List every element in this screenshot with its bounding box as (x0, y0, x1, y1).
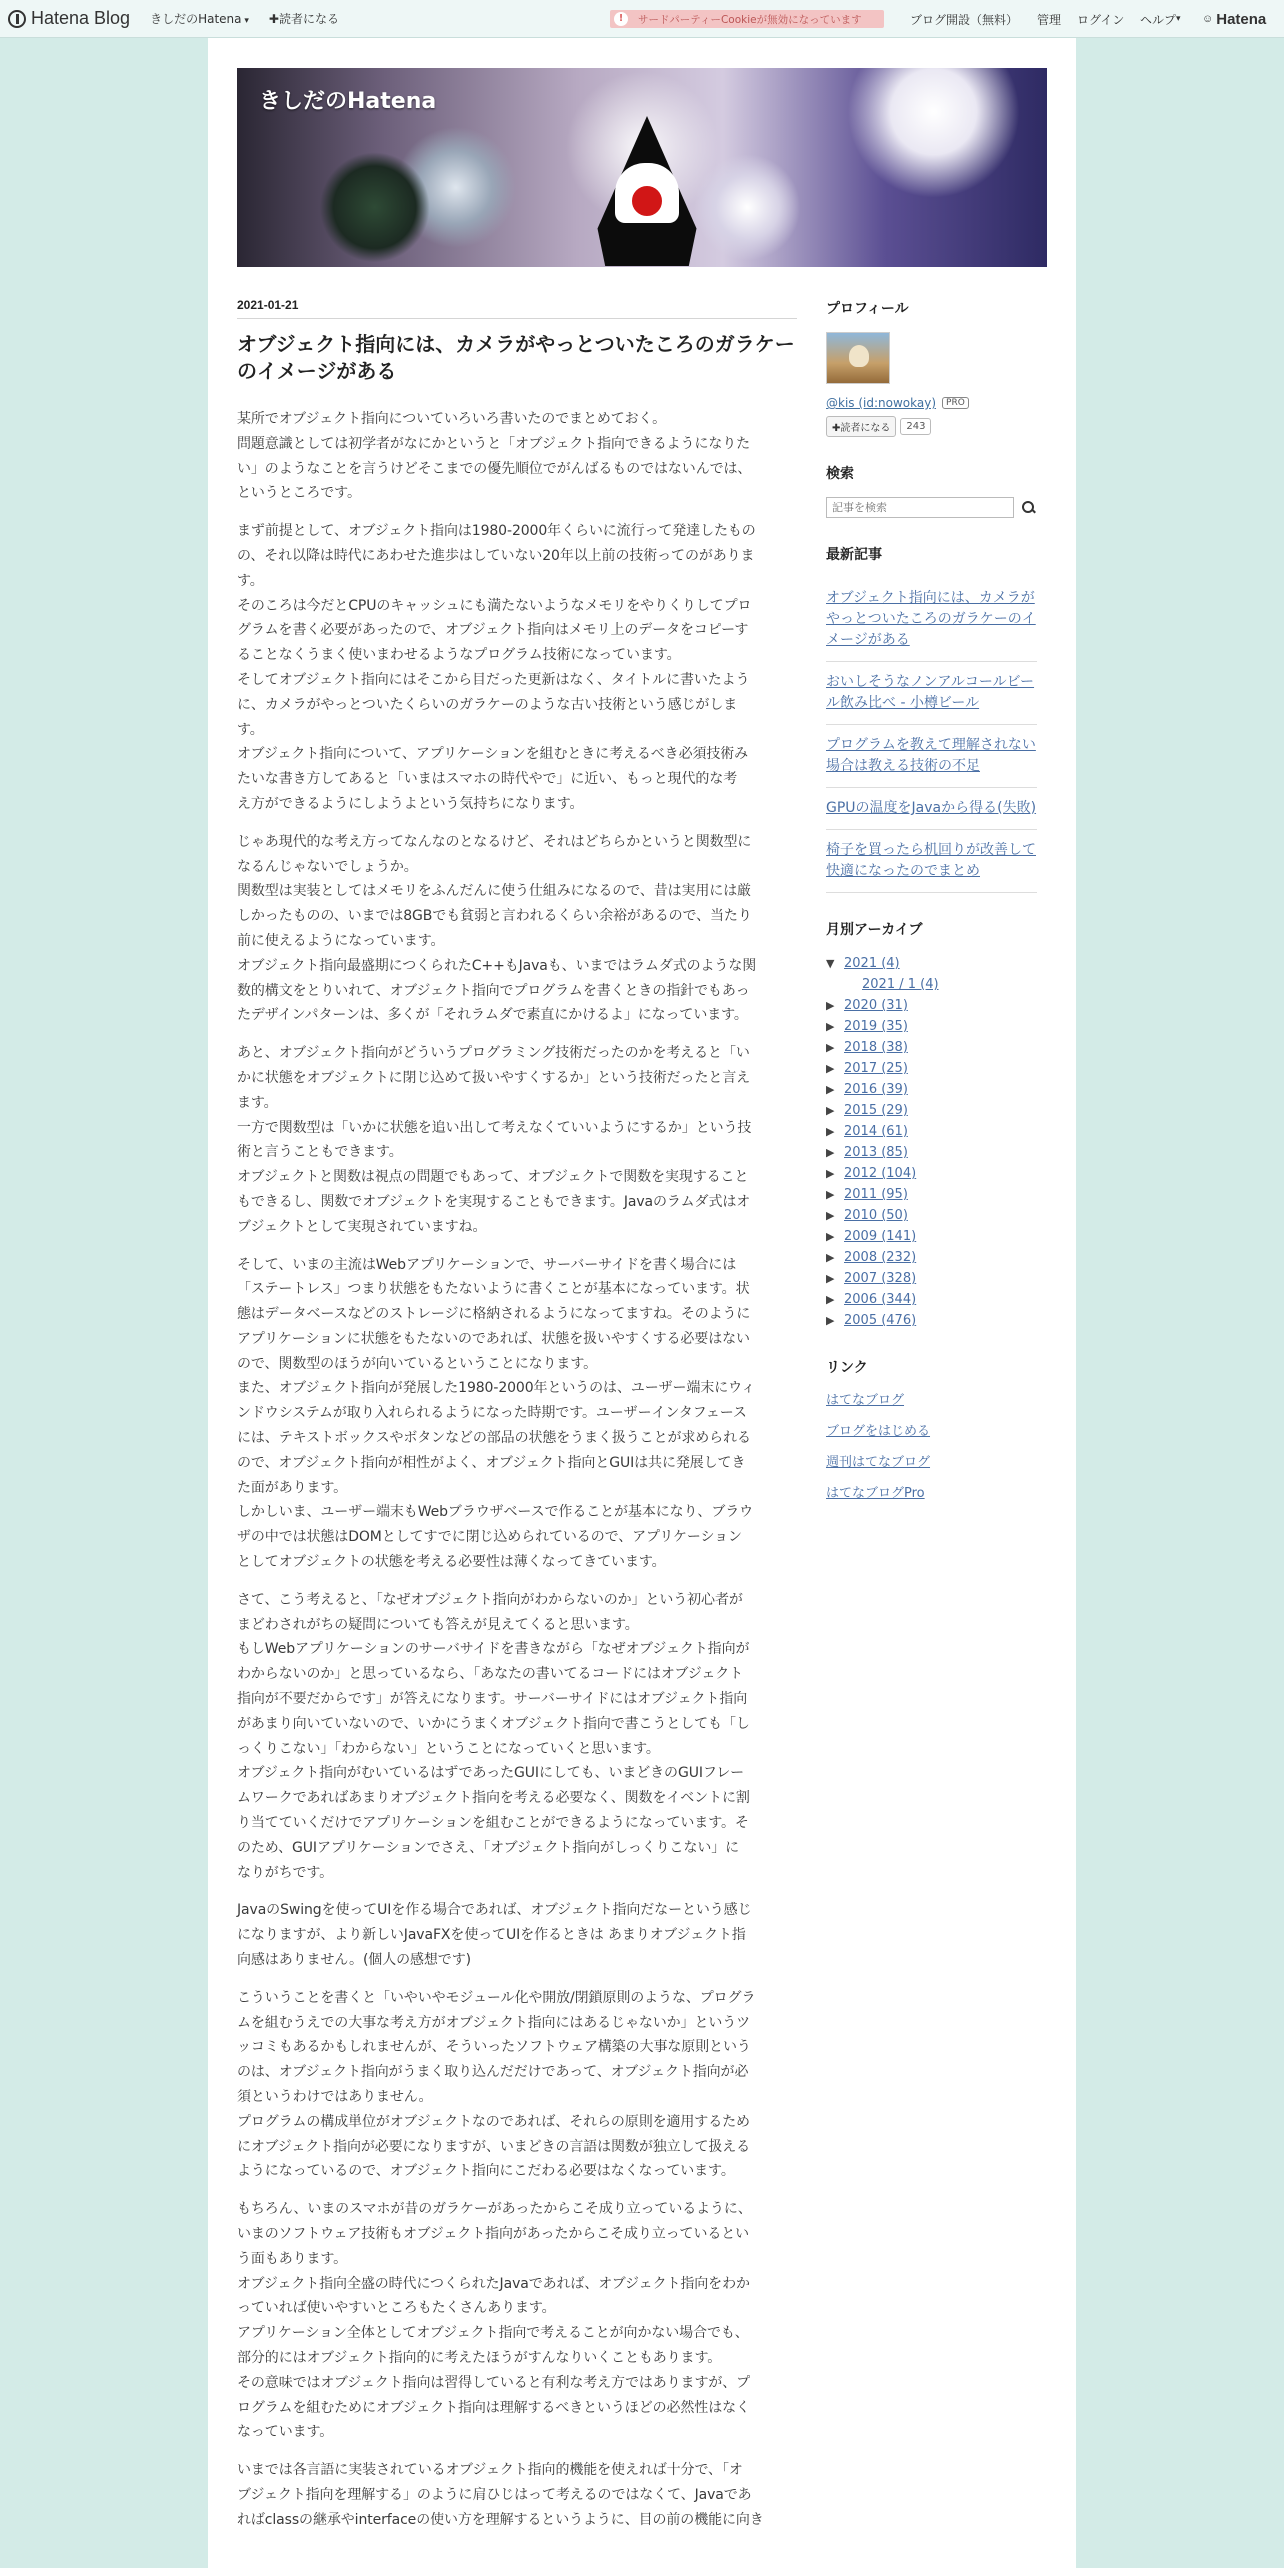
archive-item (826, 1100, 1037, 1121)
link-weekly-hatenablog[interactable]: 週刊はてなブログ (826, 1455, 931, 1470)
archive-link[interactable]: 2011 (95) (844, 1187, 908, 1202)
hatena-link[interactable] (1202, 0, 1266, 38)
archive-link[interactable]: 2018 (38) (844, 1040, 908, 1055)
entry-paragraph (237, 830, 797, 1028)
entry-text-line: わからないのか」と思っているなら、「あなたの書いてるコードにはオブジェクト (237, 1666, 744, 1683)
entry-text-line: 某所でオブジェクト指向についていろいろ書いたのでまとめておく。 (237, 411, 667, 427)
entry-text-line: あと、オブジェクト指向がどういうプログラミング技術だったのかを考えると「い (237, 1045, 750, 1062)
triangle-right-icon[interactable]: ▶ (826, 1041, 835, 1054)
search-input[interactable] (826, 497, 1014, 518)
entry-text-line: 向感はありません。(個人の感想です) (237, 1952, 471, 1969)
entry-text-line: アプリケーション全体としてオブジェクト指向で考えることが向かない場合でも、 (237, 2325, 749, 2342)
entry-text-line: かに状態をオブジェクトに閉じ込めて扱いやすくするか」という技術だったと言え (237, 1069, 751, 1086)
entry-text-line: っていれば使いやすいところもたくさんあります。 (237, 2300, 556, 2317)
duke-nose-image (629, 183, 665, 219)
entry-text-line: しかしいま、ユーザー端末もWebブラウザベースで作ることが基本になり、ブラウ (237, 1504, 754, 1521)
links-module (826, 1357, 1037, 1504)
link-start-blog[interactable]: ブログをはじめる (826, 1424, 931, 1439)
recent-entry (826, 788, 1037, 830)
blog-title[interactable]: きしだのHatena (259, 89, 437, 114)
entry-paragraph (237, 2197, 797, 2445)
entry-text-line: っくりこない」「わからない」ということになっていくと思います。 (237, 1740, 660, 1757)
entry-date[interactable]: 2021-01-21 (237, 298, 797, 319)
entry-text-line: しかったものの、いまでは8GBでも貧弱と言われるくらい余裕があるので、当たり (237, 908, 752, 925)
entry-text-line: なりがちです。 (237, 1864, 334, 1881)
archive-item (826, 1163, 1037, 1184)
triangle-right-icon[interactable]: ▶ (826, 1188, 835, 1201)
hatena-blog-logo[interactable] (8, 8, 130, 29)
entry-text-line: 前に使えるようになっています。 (237, 932, 445, 949)
recent-entry-link[interactable]: おいしそうなノンアルコールビール飲み比べ - 小樽ビール (826, 674, 1035, 711)
entry-text-line: まず前提として、オブジェクト指向は1980-2000年くらいに流行って発達したもの (237, 523, 756, 540)
archive-item (826, 1226, 1037, 1247)
subscribe-button[interactable]: ✚読者になる (826, 416, 896, 437)
entry-text-line: ブジェクト指向を理解する」のように肩ひじはって考えるのではなくて、Javaであ (237, 2486, 752, 2503)
entry-text-line: その意味ではオブジェクト指向は習得していると有利な考え方ではありますが、プ (237, 2374, 751, 2391)
entry-text-line: アプリケーションに状態をもたないのであれば、状態を扱いやすくする必要はない (237, 1330, 750, 1347)
archive-link[interactable]: 2005 (476) (844, 1313, 917, 1328)
entry-text-line: オブジェクトと関数は視点の問題でもあって、オブジェクトで関数を実現すること (237, 1169, 749, 1186)
hatena-blog-logo-text: Hatena Blog (31, 8, 131, 28)
entry-text-line: す。 (237, 572, 264, 589)
links-heading: リンク (826, 1360, 868, 1376)
archive-link[interactable]: 2021 / 1 (4) (862, 977, 939, 992)
archive-link[interactable]: 2021 (4) (844, 956, 900, 971)
reader-count[interactable]: 243 (900, 418, 931, 435)
entry-text-line: 部分的にはオブジェクト指向的に考えたほうがすんなりいくこともあります。 (237, 2349, 722, 2366)
hatena-icon: ☺ (1202, 13, 1214, 25)
archive-link[interactable]: 2020 (31) (844, 998, 908, 1013)
entry-text-line: さて、こう考えると、「なぜオブジェクト指向がわからないのか」という初心者が (237, 1591, 743, 1608)
entry-text-line: になりますが、より新しいJavaFXを使ってUIを作るときは あまりオブジェクト指 (237, 1927, 746, 1944)
hatena-blog-logo-icon (8, 10, 26, 28)
link-item (826, 1453, 1037, 1473)
recent-entry-link[interactable]: 椅子を買ったら机回りが改善して快適になったのでまとめ (826, 842, 1036, 879)
recent-entries-module (826, 544, 1037, 893)
recent-heading: 最新記事 (826, 547, 882, 563)
triangle-right-icon[interactable]: ▶ (826, 1062, 835, 1075)
archive-link[interactable]: 2016 (39) (844, 1082, 908, 1097)
entry-text-line: り当てていくだけでアプリケーションを組むことができるようになっています。そ (237, 1815, 749, 1832)
entry-text-line: ることなくうまく使いまわせるようなプログラム技術になっています。 (237, 647, 681, 664)
archive-item (826, 995, 1037, 1016)
subscribe-link[interactable]: ✚読者になる (268, 12, 339, 26)
archive-link[interactable]: 2007 (328) (844, 1271, 917, 1286)
help-menu[interactable]: ヘルプ ▾ (1140, 0, 1181, 38)
entry-paragraph (237, 2458, 797, 2532)
triangle-right-icon[interactable]: ▶ (826, 1251, 835, 1264)
entry-text-line: いまでは各言語に実装されているオブジェクト指向的機能を使えれば十分で、「オ (237, 2462, 743, 2479)
profile-name-row (826, 396, 1037, 410)
entry-text-line: たいな書き方してあると「いまはスマホの時代やで」に近い、もっと現代的な考 (237, 771, 738, 788)
recent-entry-link[interactable]: プログラムを教えて理解されない場合は教える技術の不足 (826, 737, 1036, 774)
main-article (237, 298, 797, 2546)
warning-icon: ! (614, 12, 628, 26)
archive-item (826, 1205, 1037, 1226)
recent-entry-link[interactable]: GPUの温度をJavaから得る(失敗) (826, 800, 1037, 816)
entry-text-line: 関数型は実装としてはメモリをふんだんに使う仕組みになるので、昔は実用には厳 (237, 883, 752, 900)
archive-link[interactable]: 2013 (85) (844, 1145, 908, 1160)
archive-link[interactable]: 2015 (29) (844, 1103, 908, 1118)
entry-text-line: なっています。 (237, 2424, 334, 2441)
entry-text-line: ので、関数型のほうが向いているということになります。 (237, 1355, 597, 1372)
link-item (826, 1391, 1037, 1411)
archive-link[interactable]: 2006 (344) (844, 1292, 917, 1307)
entry-text-line: 問題意識としては初学者がなにかというと「オブジェクト指向できるようになりた (237, 435, 751, 452)
link-item (826, 1422, 1037, 1442)
triangle-right-icon[interactable]: ▶ (826, 1104, 835, 1117)
recent-entry (826, 725, 1037, 788)
triangle-down-icon[interactable]: ▼ (826, 957, 835, 970)
archive-link[interactable]: 2010 (50) (844, 1208, 908, 1223)
blog-name-menu[interactable]: きしだのHatena ▾ (150, 10, 249, 27)
archive-item (826, 1037, 1037, 1058)
search-row (826, 497, 1037, 518)
entry-text-line: ンドウシステムが取り入れられるようになった時期です。ユーザーインタフェース (237, 1405, 747, 1422)
entry-text-line: があまり向いていないので、いかにうまくオブジェクト指向で書こうとしても「し (237, 1715, 750, 1732)
entry-text-line: のため、GUIアプリケーションでさえ、「オブジェクト指向がしっくりこない」に (237, 1839, 740, 1856)
pro-badge: PRO (942, 397, 969, 409)
entry-text-line: まどわされがちの疑問についても答えが見えてくると思います。 (237, 1616, 639, 1633)
entry-text-line: ッコミもあるかもしれませんが、そういったソフトウェア構築の大事な原則という (237, 2039, 751, 2056)
entry-text-line: ようになっているので、オブジェクト指向にこだわる必要はなくなっています。 (237, 2163, 735, 2180)
entry-text-line: ログラムを組むためにオブジェクト指向は理解するべきというほどの必然性はなく (237, 2399, 750, 2416)
entry-title[interactable]: オブジェクト指向には、カメラがやっとついたころのガラケーのイメージがある (237, 332, 795, 383)
link-hatenablog[interactable]: はてなブログ (826, 1393, 905, 1408)
search-module (826, 463, 1037, 518)
entry-text-line: オブジェクト指向全盛の時代につくられたJavaであれば、オブジェクト指向をわか (237, 2275, 750, 2292)
entry-text-line: グラムを書く必要があったので、オブジェクト指向はメモリ上のデータをコピーす (237, 622, 749, 639)
recent-entry (826, 578, 1037, 662)
entry-paragraph (237, 519, 797, 817)
admin-link[interactable]: 管理 (1037, 12, 1062, 27)
entry-text-line: また、オブジェクト指向が発展した1980-2000年というのは、ユーザー端末にウィ (237, 1380, 756, 1397)
triangle-right-icon[interactable]: ▶ (826, 1272, 835, 1285)
triangle-right-icon[interactable]: ▶ (826, 1125, 835, 1138)
entry-text-line: こういうことを書くと「いやいやモジュール化や開放/閉鎖原則のような、プログラ (237, 1989, 756, 2006)
triangle-right-icon[interactable]: ▶ (826, 1146, 835, 1159)
entry-text-line: そしてオブジェクト指向にはそこから目だった更新はなく、タイトルに書いたよう (237, 671, 750, 688)
entry-text-line: ムワークであればあまりオブジェクト指向を考える必要なく、関数をイベントに割 (237, 1790, 750, 1807)
entry-text-line: には、テキストボックスやボタンなどの部品の状態をうまく扱うことが求められる (237, 1430, 751, 1447)
blog-banner[interactable] (237, 68, 1047, 267)
entry-text-line: たデザインパターンは、多くが「それラムダで素直にかけるよ」になっています。 (237, 1007, 748, 1024)
archive-link[interactable]: 2019 (35) (844, 1019, 908, 1034)
archive-item (826, 953, 1037, 974)
blog-container (208, 38, 1076, 2568)
global-header (0, 0, 1284, 38)
archive-item (826, 1247, 1037, 1268)
profile-avatar[interactable] (826, 332, 890, 384)
entry-text-line: 須というわけではありません。 (237, 2089, 433, 2105)
entry-paragraph (237, 407, 797, 506)
entry-text-line: う面もあります。 (237, 2250, 348, 2267)
entry-text-line: ムを組むうえでの大事な考え方がオブジェクト指向にはあるじゃないか」というツ (237, 2014, 751, 2031)
profile-name-link[interactable]: @kis (id:nowokay) (826, 396, 937, 410)
archive-item (826, 1058, 1037, 1079)
entry-text-line: 数的構文をとりいれて、オブジェクト指向でプログラムを書くときの指針でもあっ (237, 982, 750, 999)
link-item (826, 1484, 1037, 1504)
link-hatenablog-pro[interactable]: はてなブログPro (826, 1486, 925, 1501)
archive-link[interactable]: 2009 (141) (844, 1229, 917, 1244)
entry-text-line: のは、オブジェクト指向がうまく取り込んだだけであって、オブジェクト指向が必 (237, 2064, 749, 2081)
archive-item (826, 1079, 1037, 1100)
entry-text-line: オブジェクト指向について、アプリケーションを組むときに考えるべき必須技術み (237, 746, 749, 763)
entry-text-line: 態はデータベースなどのストレージに格納されるようになってますね。そのように (237, 1306, 751, 1323)
entry-text-line: じゃあ現代的な考え方ってなんなのとなるけど、それはどちらかというと関数型に (237, 833, 752, 850)
hatena-text: Hatena (1216, 10, 1267, 28)
entry-paragraph (237, 1986, 797, 2184)
entry-text-line: もしWebアプリケーションのサーバサイドを書きながら「なぜオブジェクト指向が (237, 1641, 750, 1658)
recent-entry (826, 830, 1037, 893)
triangle-right-icon[interactable]: ▶ (826, 1020, 835, 1033)
entry-text-line: ザの中では状態はDOMとしてすでに閉じ込められているので、アプリケーション (237, 1529, 742, 1546)
entry-text-line: に、カメラがやっとついたくらいのガラケーのような古い技術という感じがしま (237, 696, 738, 713)
profile-module (826, 298, 1037, 437)
entry-text-line: にオブジェクト指向が必要になりますが、いまどきの言語は関数が独立して扱える (237, 2138, 751, 2155)
search-icon[interactable] (1022, 501, 1036, 515)
cookie-notice[interactable] (610, 10, 884, 28)
entry-text-line: 術と言うこともできます。 (237, 1144, 403, 1161)
triangle-right-icon[interactable]: ▶ (826, 999, 835, 1012)
entry-text-line: ます。 (237, 1094, 278, 1111)
entry-paragraph (237, 1898, 797, 1972)
entry-text-line: た面があります。 (237, 1479, 348, 1496)
archive-link[interactable]: 2012 (104) (844, 1166, 917, 1181)
entry-text-line: す。 (237, 721, 264, 738)
entry-text-line: オブジェクト指向がむいているはずであったGUIにしても、いまどきのGUIフレー (237, 1765, 745, 1782)
entry-text-line: いまのソフトウェア技術もオブジェクト指向があったからこそ成り立っているとい (237, 2225, 750, 2242)
archive-module (826, 919, 1037, 1331)
entry-text-line: 一方で関数型は「いかに状態を追い出して考えなくていいようにするか」という技 (237, 1119, 752, 1136)
recent-entry-link[interactable]: オブジェクト指向には、カメラがやっとついたころのガラケーのイメージがある (826, 590, 1036, 648)
entry-text-line: もできるし、関数でオブジェクトを実現することもできます。Javaのラムダ式はオ (237, 1193, 751, 1210)
entry-text-line: というところです。 (237, 485, 361, 502)
entry-text-line: ればclassの継承やinterfaceの使い方を理解するというように、目の前の機能に向き (237, 2511, 764, 2528)
archive-item (826, 1289, 1037, 1310)
readers-row (826, 416, 1037, 437)
archive-link[interactable]: 2014 (61) (844, 1124, 908, 1139)
entry-text-line: え方ができるようにしようよという気持ちになります。 (237, 795, 584, 812)
archive-link[interactable]: 2017 (25) (844, 1061, 908, 1076)
entry-text-line: JavaのSwingを使ってUIを作る場合であれば、オブジェクト指向だなーという感じ (237, 1902, 752, 1919)
triangle-right-icon[interactable]: ▶ (826, 1083, 835, 1096)
archive-item (826, 1184, 1037, 1205)
start-blog-link[interactable]: ブログ開設（無料） (910, 12, 1019, 27)
triangle-right-icon[interactable]: ▶ (826, 1293, 835, 1306)
archive-link[interactable]: 2008 (232) (844, 1250, 917, 1265)
archive-item (826, 1016, 1037, 1037)
entry-text-line: の、それ以降は時代にあわせた進歩はしていない20年以上前の技術ってのがありま (237, 547, 755, 564)
login-link[interactable]: ログイン (1077, 12, 1125, 27)
entry-paragraph (237, 1588, 797, 1886)
entry-text-line: 「ステートレス」つまり状態をもたないように書くことが基本になっています。状 (237, 1281, 750, 1298)
search-heading: 検索 (826, 466, 854, 482)
archive-heading: 月別アーカイブ (826, 922, 923, 938)
entry-text-line: い」のようなことを言うけどそこまでの優先順位でがんばるものではないんでは、 (237, 460, 752, 477)
entry-text-line: そして、いまの主流はWebアプリケーションで、サーバーサイドを書く場合には (237, 1256, 737, 1273)
triangle-right-icon[interactable]: ▶ (826, 1314, 835, 1327)
triangle-right-icon[interactable]: ▶ (826, 1209, 835, 1222)
archive-item (826, 1121, 1037, 1142)
archive-item (826, 1142, 1037, 1163)
triangle-right-icon[interactable]: ▶ (826, 1230, 835, 1243)
cookie-notice-text: サードパーティーCookieが無効になっています (638, 13, 862, 26)
archive-item (826, 1268, 1037, 1289)
entry-text-line: なるんじゃないでしょうか。 (237, 858, 418, 875)
triangle-right-icon[interactable]: ▶ (826, 1167, 835, 1180)
entry-text-line: ので、オブジェクト指向が相性がよく、オブジェクト指向とGUIは共に発展してき (237, 1454, 746, 1471)
entry-text-line: 指向が不要だからです」が答えになります。サーバーサイドにはオブジェクト指向 (237, 1691, 748, 1708)
entry-text-line: としてオブジェクトの状態を考える必要性は薄くなってきています。 (237, 1554, 666, 1571)
archive-item (826, 1310, 1037, 1331)
entry-paragraph (237, 1253, 797, 1575)
entry-paragraph (237, 1041, 797, 1239)
entry-text-line: そのころは今だとCPUのキャッシュにも満たないようなメモリをやりくりしてプロ (237, 597, 752, 614)
archive-list (826, 953, 1037, 1331)
entry-body (237, 407, 797, 2533)
sidebar (826, 298, 1037, 1530)
profile-heading: プロフィール (826, 301, 909, 317)
recent-entry (826, 662, 1037, 725)
entry-text-line: ブジェクトとして実現されていますね。 (237, 1218, 487, 1235)
archive-item (826, 974, 1037, 995)
entry-text-line: プログラムの構成単位がオブジェクトなのであれば、それらの原則を適用するため (237, 2113, 750, 2130)
entry-text-line: もちろん、いまのスマホが昔のガラケーがあったからこそ成り立っているように、 (237, 2201, 752, 2218)
entry-text-line: オブジェクト指向最盛期につくられたC++もJavaも、いまではラムダ式のような関 (237, 957, 757, 974)
